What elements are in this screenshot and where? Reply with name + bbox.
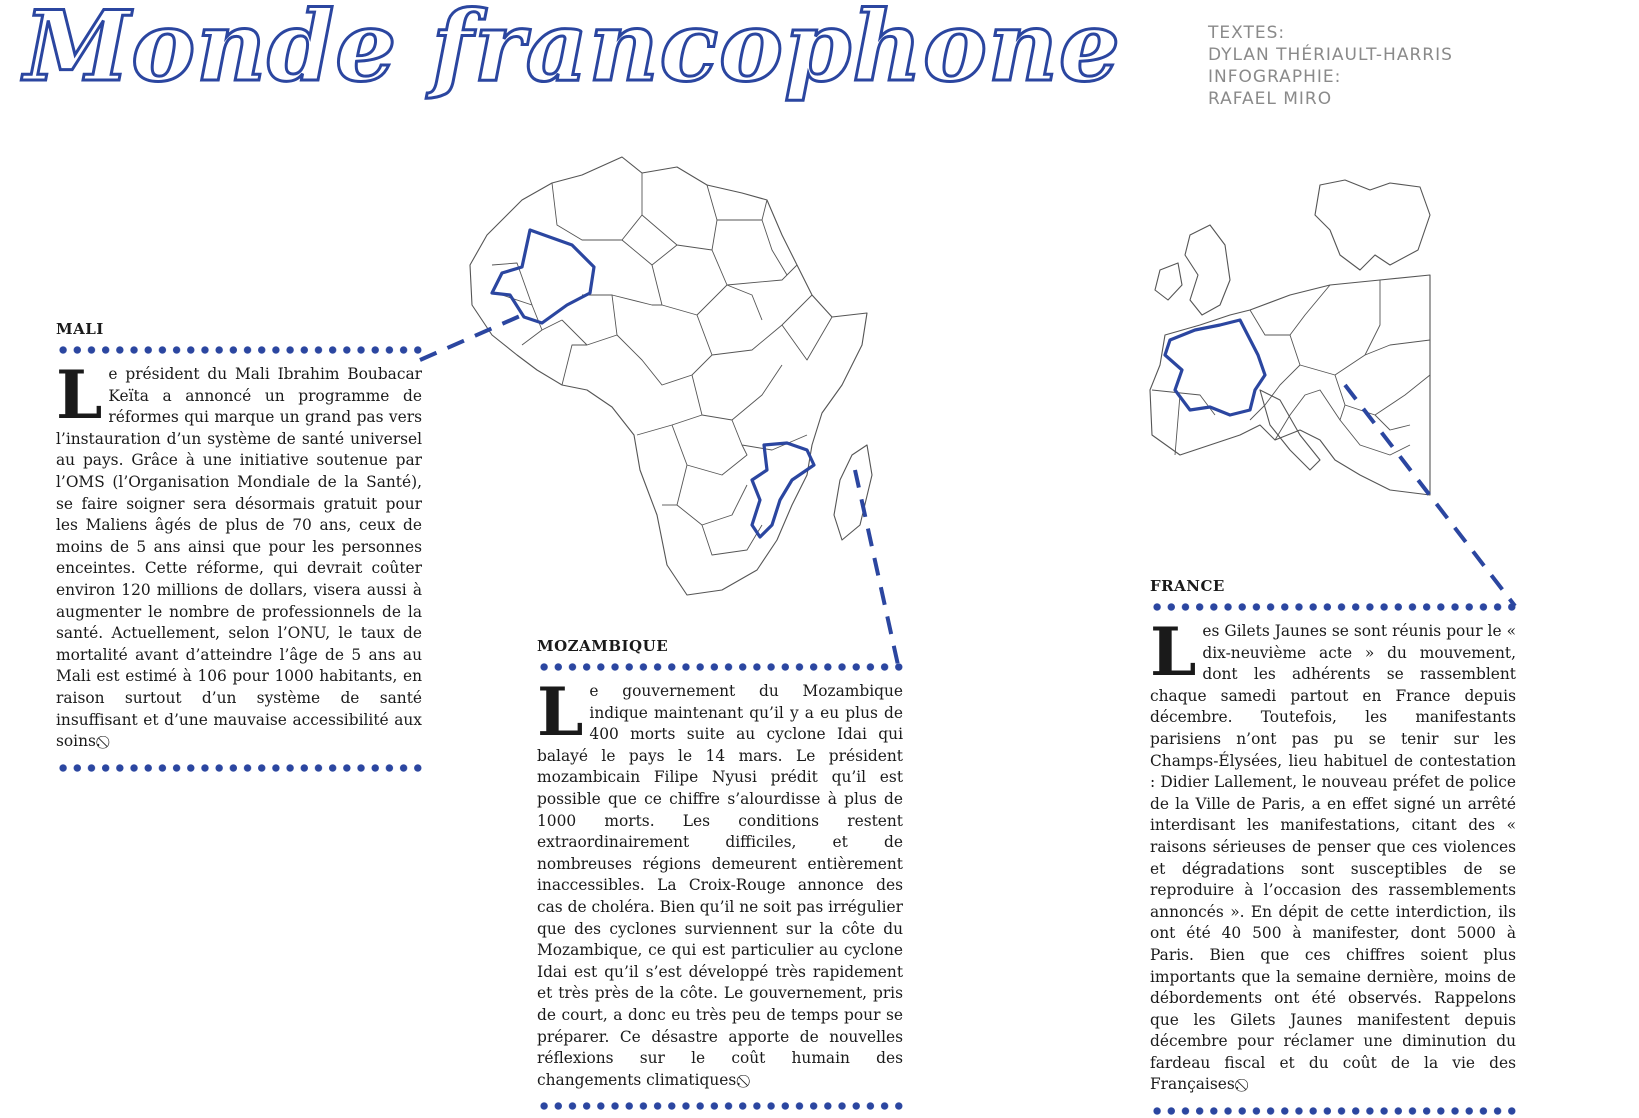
dotted-divider bbox=[537, 663, 903, 671]
mali-highlight bbox=[492, 230, 594, 323]
article-france-label: FRANCE bbox=[1150, 577, 1225, 595]
dropcap: L bbox=[537, 673, 584, 751]
credits-infographie-label: INFOGRAPHIE: bbox=[1208, 67, 1342, 87]
africa-map bbox=[462, 145, 882, 605]
dotted-divider bbox=[56, 764, 422, 772]
dotted-divider bbox=[1150, 603, 1516, 611]
italy-outline bbox=[1260, 390, 1320, 470]
article-france bbox=[1150, 577, 1516, 1115]
britain-outline bbox=[1185, 225, 1230, 315]
credits bbox=[1208, 22, 1453, 110]
article-mali-body bbox=[56, 356, 422, 754]
france-highlight bbox=[1165, 320, 1265, 415]
article-france-text: es Gilets Jaunes se sont réunis pour le « dix-neuvième acte » du mouvement, dont les adhérents se rassemblent chaque samedi partout en France depuis décembre. Toutefois, les manifestants parisiens n’ont pas pu se tenir sur les Champs-Élysées, lieu habituel de contestation : Didier Lallement, le nouveau préfet de police de la Ville de Paris, a en effet signé un arrêté interdisant les manifestations, citant des « raisons sérieuses de penser que ces violences et dégradations sont susceptibles de se reproduire à l’occasion des rassemblements annoncés ». En dépit de cette interdiction, ils ont été 40 500 à manifester, dont 5000 à Paris. Bien que ces chiffres soient plus importants que la semaine dernière, moins de débordements ont été observés. Rappelons que les Gilets Jaunes manifestent depuis décembre pour réclamer une diminution du fardeau fiscal et du coût de la vie des Françaises. bbox=[1150, 622, 1516, 1094]
europe-map bbox=[1090, 175, 1435, 500]
credits-texts-label: TEXTES: bbox=[1208, 23, 1286, 43]
article-mali-text: e président du Mali Ibrahim Boubacar Keïta a annoncé un programme de réformes qui marque un grand pas vers l’instauration d’un système de santé universel au pays. Grâce à une initiative soutenue par l’OMS (l’Organisation Mondiale de la Santé), se faire soigner sera désormais gratuit pour les Maliens âgés de plus de 70 ans, ceux de moins de 5 ans ainsi que pour les personnes enceintes. Cette réforme, qui devrait coûter environ 120 millions de dollars, visera aussi à augmenter le nombre de professionnels de la santé. Actuellement, selon l’ONU, le taux de mortalité avant d’atteindre l’âge de 5 ans au Mali est estimé à 106 pour 1000 habitants, en raison surtout d’un système de santé insuffisant et d’une mauvaise accessibilité aux soins. bbox=[56, 365, 422, 751]
dropcap: L bbox=[1150, 613, 1197, 691]
article-mozambique-label: MOZAMBIQUE bbox=[537, 637, 669, 655]
scandinavia-outline bbox=[1315, 180, 1430, 270]
continent-outline bbox=[1150, 275, 1430, 495]
article-mozambique bbox=[537, 637, 903, 1110]
article-mali-label: MALI bbox=[56, 320, 104, 338]
dotted-divider bbox=[537, 1102, 903, 1110]
dotted-divider bbox=[56, 346, 422, 354]
madagascar-outline bbox=[834, 445, 872, 540]
africa-outline bbox=[470, 157, 867, 595]
article-mali bbox=[56, 320, 422, 772]
article-mozambique-body bbox=[537, 673, 903, 1092]
credits-texts-author: DYLAN THÉRIAULT-HARRIS bbox=[1208, 45, 1453, 65]
dotted-divider bbox=[1150, 1107, 1516, 1115]
credits-infographie-author: RAFAEL MIRO bbox=[1208, 89, 1333, 109]
article-mozambique-text: e gouvernement du Mozambique indique maintenant qu’il y a eu plus de 400 morts suite au cyclone Idai qui balayé le pays le 14 mars. Le président mozambicain Filipe Nyusi prédit qu’il est possible que ce chiffre s’alourdisse à plus de 1000 morts. Les conditions restent extraordinairement difficiles, et de nombreuses régions demeurent entièrement inaccessibles. La Croix-Rouge annonce des cas de choléra. Bien qu’il ne soit pas irrégulier que des cyclones surviennent sur la côte du Mozambique, ce qui est particulier au cyclone Idai est qu’il s’est développé très rapidement et très près de la côte. Le gouvernement, pris de court, a donc eu très peu de temps pour se préparer. Ce désastre apporte de nouvelles réflexions sur le coût humain des changements climatiques. bbox=[537, 682, 903, 1089]
page-title: Monde francophone bbox=[24, 0, 1121, 103]
ireland-outline bbox=[1155, 263, 1182, 300]
dropcap: L bbox=[56, 356, 103, 434]
article-france-body bbox=[1150, 613, 1516, 1097]
mozambique-highlight bbox=[752, 443, 814, 537]
